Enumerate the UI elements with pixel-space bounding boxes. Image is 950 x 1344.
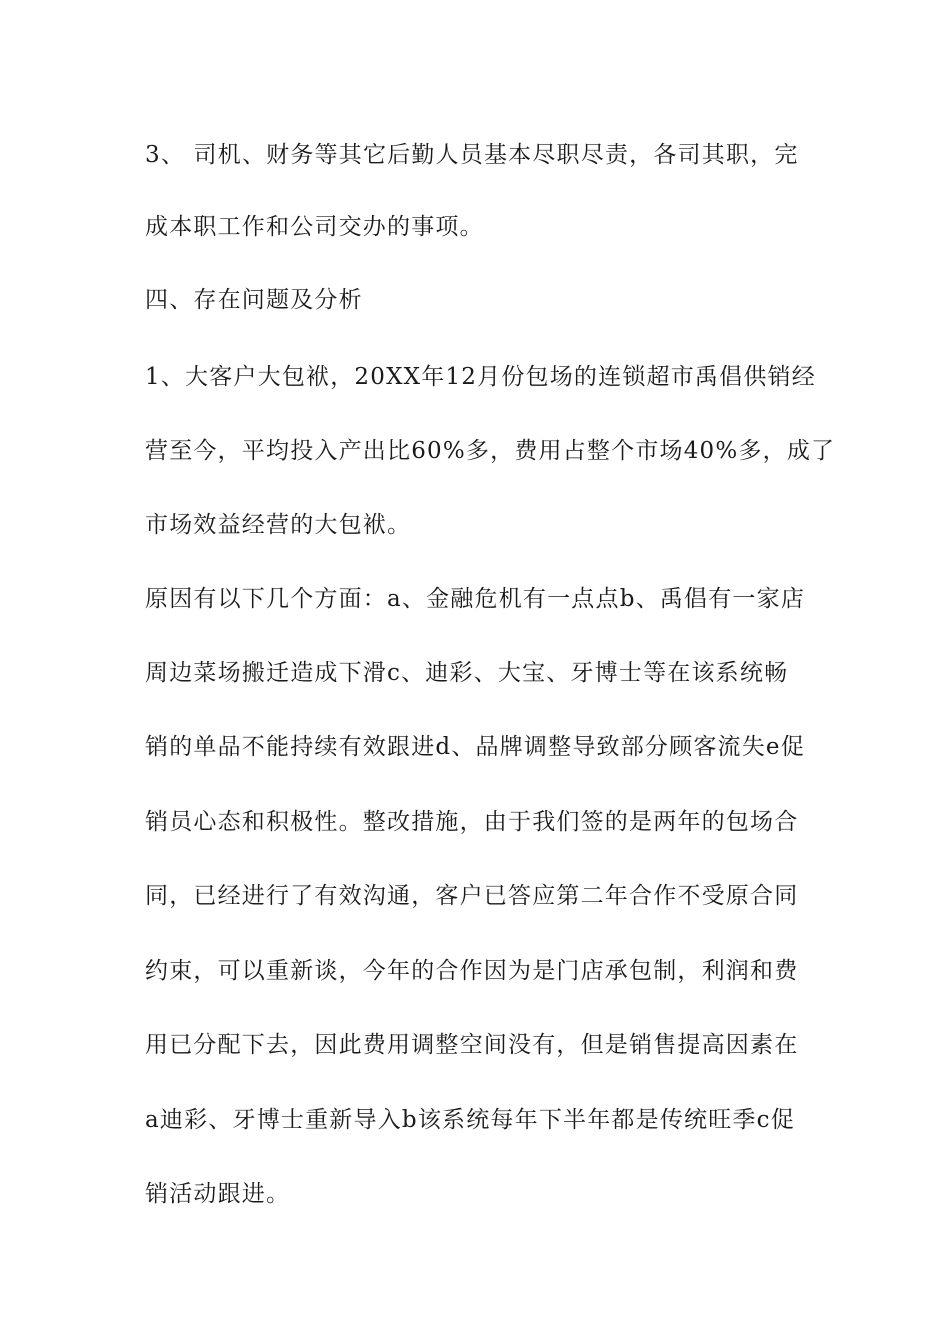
text-line: 周边菜场搬迁造成下滑c、迪彩、大宝、牙博士等在该系统畅: [145, 660, 789, 686]
text-line: 销活动跟进。: [145, 1181, 291, 1207]
text-line: 成本职工作和公司交办的事项。: [145, 214, 484, 240]
text-line: 同，已经进行了有效沟通，客户已答应第二年合作不受原合同: [145, 883, 799, 909]
text-line: 用已分配下去，因此费用调整空间没有，但是销售提高因素在: [145, 1032, 799, 1058]
section-heading: 四、存在问题及分析: [145, 287, 363, 313]
text-line: 营至今，平均投入产出比60%多，费用占整个市场40%多，成了: [145, 438, 836, 464]
text-line: 销员心态和积极性。整改措施，由于我们签的是两年的包场合: [145, 809, 799, 835]
text-line: 原因有以下几个方面：a、金融危机有一点点b、禹倡有一家店: [145, 586, 806, 612]
text-line: 约束，可以重新谈，今年的合作因为是门店承包制，利润和费: [145, 958, 799, 984]
text-line: a迪彩、牙博士重新导入b该系统每年下半年都是传统旺季c促: [145, 1107, 795, 1133]
text-line: 3、 司机、财务等其它后勤人员基本尽职尽责，各司其职，完: [145, 142, 799, 168]
text-line: 市场效益经营的大包袱。: [145, 512, 412, 538]
text-line: 销的单品不能持续有效跟进d、品牌调整导致部分顾客流失e促: [145, 734, 805, 760]
text-line: 1、大客户大包袱，20XX年12月份包场的连锁超市禹倡供销经: [145, 364, 816, 390]
